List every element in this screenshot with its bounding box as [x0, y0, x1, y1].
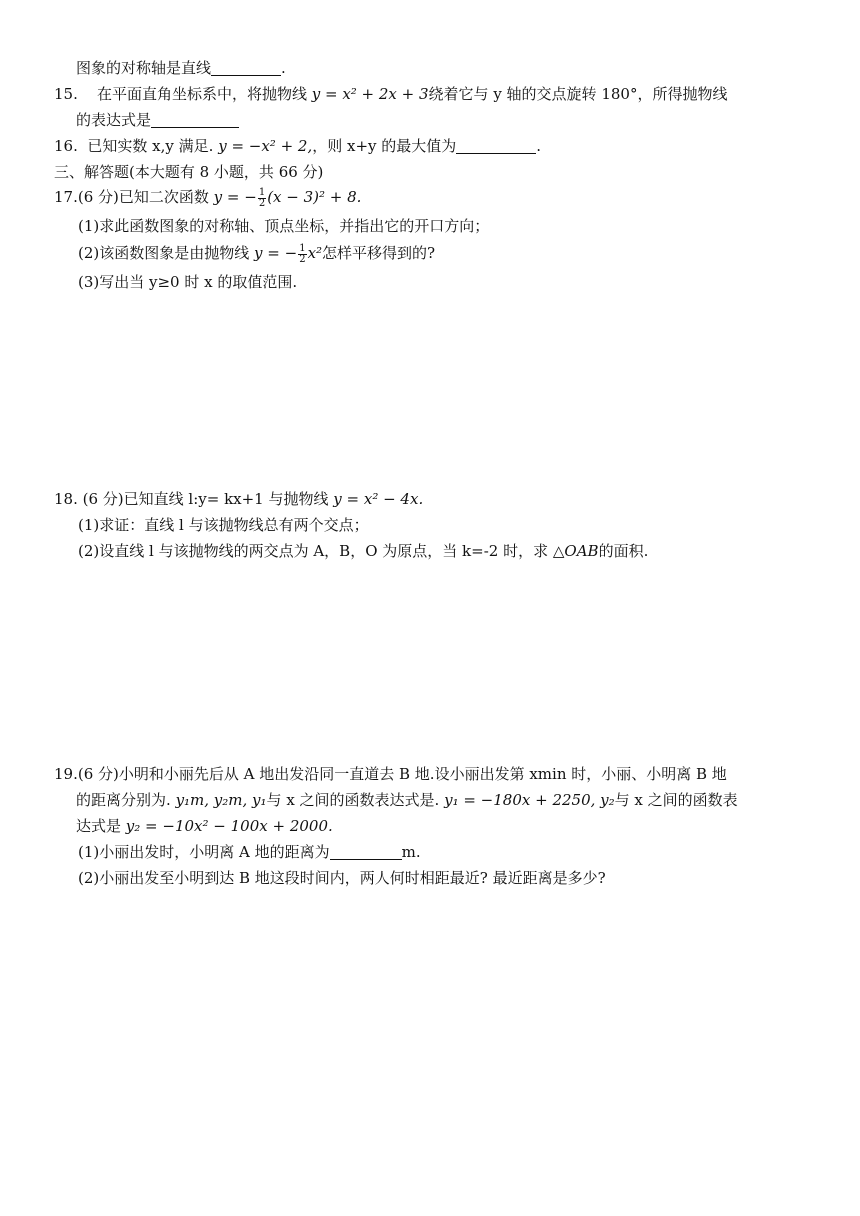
q17-part1: (1)求此函数图象的对称轴、顶点坐标，并指出它的开口方向； — [78, 217, 490, 235]
fraction: $\frac{1}{2}$ — [299, 242, 306, 265]
q19-formula-y1: y₁ = −180x + 2250, y₂ — [444, 791, 615, 809]
question-17: 17.(6 分)已知二次函数 y = − $\frac{1}{2}$ (x − 3)² + 8. — [54, 186, 362, 209]
section-heading: 三、解答题(本大题有 8 小题，共 66 分) — [54, 163, 324, 181]
q18-part1: (1)求证：直线 l 与该抛物线总有两个交点； — [78, 516, 369, 534]
q16-formula: y = −x² + 2, — [218, 137, 313, 155]
question-19-line2: 的距离分别为. y₁m, y₂m, y₁与 x 之间的函数表达式是. y₁ = −180x + 2250, y₂与 x 之间的函数表 — [76, 791, 738, 809]
q18-triangle-formula: △OAB — [552, 542, 599, 560]
q15-formula: y = x² + 2x + 3 — [311, 85, 429, 103]
q19-formula-y2: y₂ = −10x² − 100x + 2000. — [125, 817, 333, 835]
q19-formula-vars: y₁m, y₂m, y₁ — [175, 791, 267, 809]
q17-part3: (3)写出当 y≥0 时 x 的取值范围. — [78, 273, 298, 291]
answer-blank-15[interactable] — [151, 111, 239, 128]
question-16: 16. 已知实数 x,y 满足. y = −x² + 2,，则 x+y 的最大值为 . — [54, 137, 542, 155]
fraction: $\frac{1}{2}$ — [258, 186, 266, 209]
answer-blank-19[interactable] — [330, 843, 402, 860]
q14-tail: 图象的对称轴是直线 . — [76, 59, 286, 77]
q17-part2: (2)该函数图象是由抛物线 y = − $\frac{1}{2}$ x²怎样平移得到的? — [78, 242, 436, 265]
q19-part1: (1)小丽出发时，小明离 A 地的距离为 m. — [78, 843, 421, 861]
question-15: 15. 在平面直角坐标系中，将抛物线 y = x² + 2x + 3绕着它与 y 轴的交点旋转 180°，所得抛物线 — [54, 85, 728, 103]
q18-part2: (2)设直线 l 与该抛物线的两交点为 A，B，O 为原点，当 k=-2 时，求 △OAB的面积. — [78, 542, 649, 560]
answer-blank-16[interactable] — [456, 137, 536, 154]
q19-part2: (2)小丽出发至小明到达 B 地这段时间内，两人何时相距最近? 最近距离是多少? — [78, 869, 606, 887]
answer-blank-14[interactable] — [211, 59, 281, 76]
q17-formula: y = − $\frac{1}{2}$ (x − 3)² + 8. — [213, 186, 362, 209]
q18-formula: y = x² − 4x. — [333, 490, 424, 508]
question-15-line2: 的表达式是 — [76, 109, 239, 131]
q17-part2-formula: y = − $\frac{1}{2}$ x² — [254, 242, 323, 265]
question-18: 18. (6 分)已知直线 l:y= kx+1 与抛物线 y = x² − 4x. — [54, 490, 424, 508]
question-19: 19.(6 分)小明和小丽先后从 A 地出发沿同一直道去 B 地.设小丽出发第 xmin 时，小丽、小明离 B 地 — [54, 765, 727, 783]
question-19-line3: 达式是 y₂ = −10x² − 100x + 2000. — [76, 817, 333, 835]
